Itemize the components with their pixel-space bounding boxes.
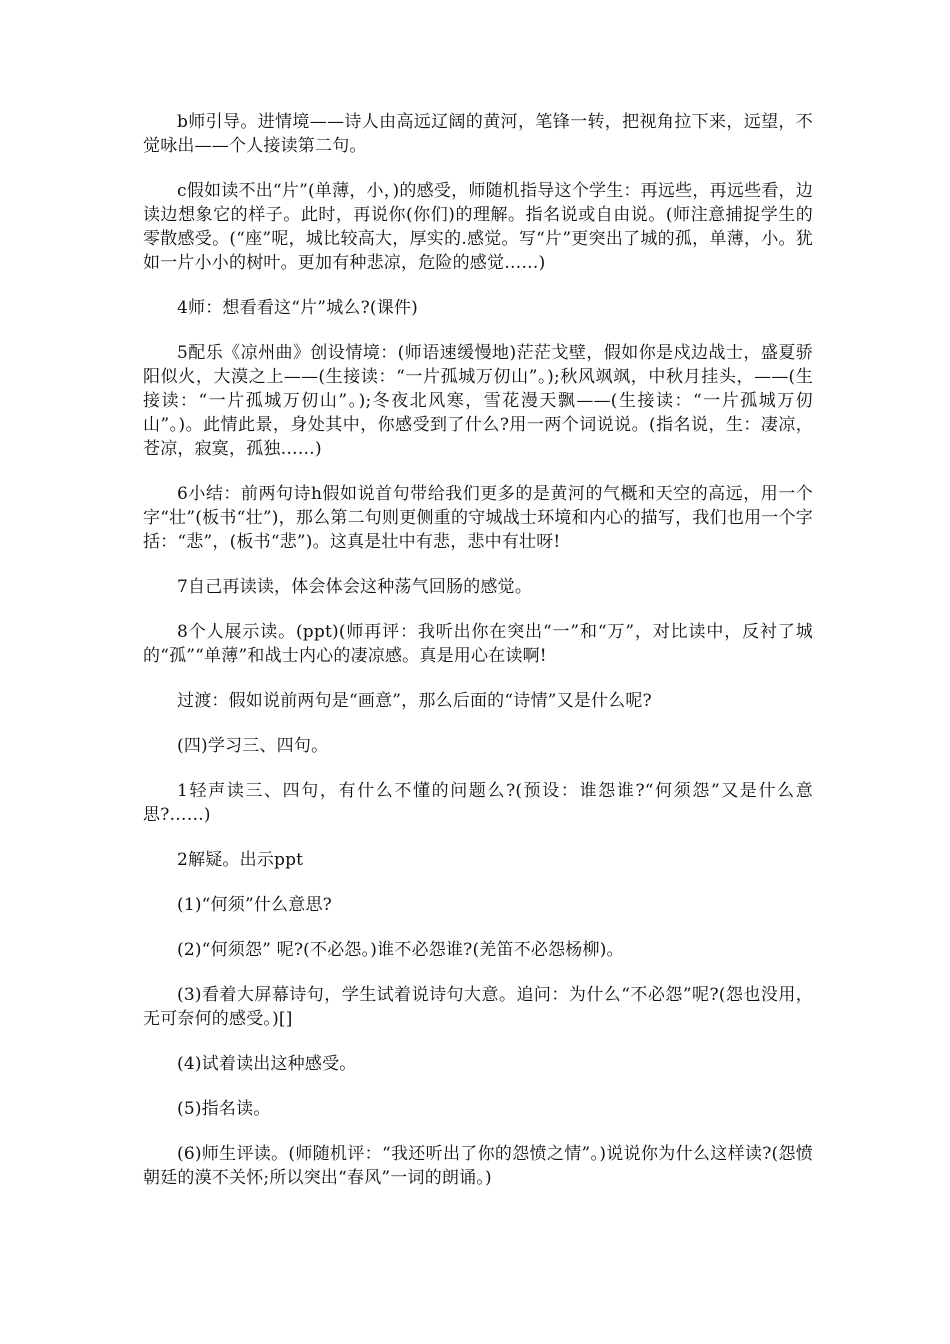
item-1-meaning: (1)“何须”什么意思?: [177, 895, 332, 915]
paragraph-2-clarify: 2解疑。出示ppt: [177, 850, 304, 870]
item-2-why-complain: (2)“何须怨” 呢?(不必怨。)谁不必怨谁?(羌笛不必怨杨柳)。: [177, 940, 624, 960]
section-heading-4: (四)学习三、四句。: [177, 736, 329, 756]
paragraph-6-summary: 6小结：前两句诗h假如说首句带给我们更多的是黄河的气概和天空的高远，用一个字“壮”(板书“壮”)，那么第二句则更侧重的守城战士环境和内心的描写，我们也用一个字括：“悲”，(板书“悲”)。这真是壮中有悲，悲中有壮呀!: [143, 484, 813, 552]
item-6-evaluation: (6)师生评读。(师随机评：“我还听出了你的怨愤之情”。)说说你为什么这样读?(怨愤朝廷的漠不关怀;所以突出“春风”一词的朗诵。): [143, 1144, 813, 1188]
paragraph-8-individual-reading: 8个人展示读。(ppt)(师再评：我听出你在突出“一”和“万”，对比读中，反衬了城的“孤”“单薄”和战士内心的凄凉感。真是用心在读啊!: [143, 622, 813, 666]
item-5-named-reading: (5)指名读。: [177, 1099, 271, 1119]
paragraph-c-guidance: c假如读不出“片”(单薄，小，)的感受，师随机指导这个学生：再远些，再远些看，边读边想象它的样子。此时，再说你(你们)的理解。指名说或自由说。(师注意捕捉学生的零散感受。(“座”呢，城比较高大，厚实的.感觉。写“片”更突出了城的孤，单薄，小。犹如一片小小的树叶。更加有种悲凉，危险的感觉……): [143, 181, 813, 273]
document-page: [143, 110, 813, 1211]
item-4-try-reading: (4)试着读出这种感受。: [177, 1054, 357, 1074]
item-3-screen-poem: (3)看着大屏幕诗句，学生试着说诗句大意。追问：为什么“不必怨”呢?(怨也没用，无可奈何的感受。)[]: [143, 985, 813, 1029]
paragraph-5-music-scene: 5配乐《凉州曲》创设情境：(师语速缓慢地)茫茫戈壁，假如你是戍边战士，盛夏骄阳似火，大漠之上——(生接读：“一片孤城万仞山”。);秋风飒飒，中秋月挂头，——(生接读：“一片孤城万仞山”。);冬夜北风寒，雪花漫天飘——(生接读：“一片孤城万仞山”。)。此情此景，身处其中，你感受到了什么?用一两个词说说。(指名说，生：凄凉，苍凉，寂寞，孤独……): [143, 343, 813, 459]
paragraph-4-courseware: 4师：想看看这“片”城么?(课件): [177, 298, 418, 318]
paragraph-1-light-reading: 1轻声读三、四句，有什么不懂的问题么?(预设：谁怨谁?“何须怨”又是什么意思?……): [143, 781, 813, 825]
paragraph-b-guide: b师引导。进情境——诗人由高远辽阔的黄河，笔锋一转，把视角拉下来，远望，不觉咏出——个人接读第二句。: [143, 112, 813, 156]
paragraph-7-reread: 7自己再读读，体会体会这种荡气回肠的感觉。: [177, 577, 533, 597]
paragraph-transition: 过渡：假如说前两句是“画意”，那么后面的“诗情”又是什么呢?: [177, 691, 652, 711]
